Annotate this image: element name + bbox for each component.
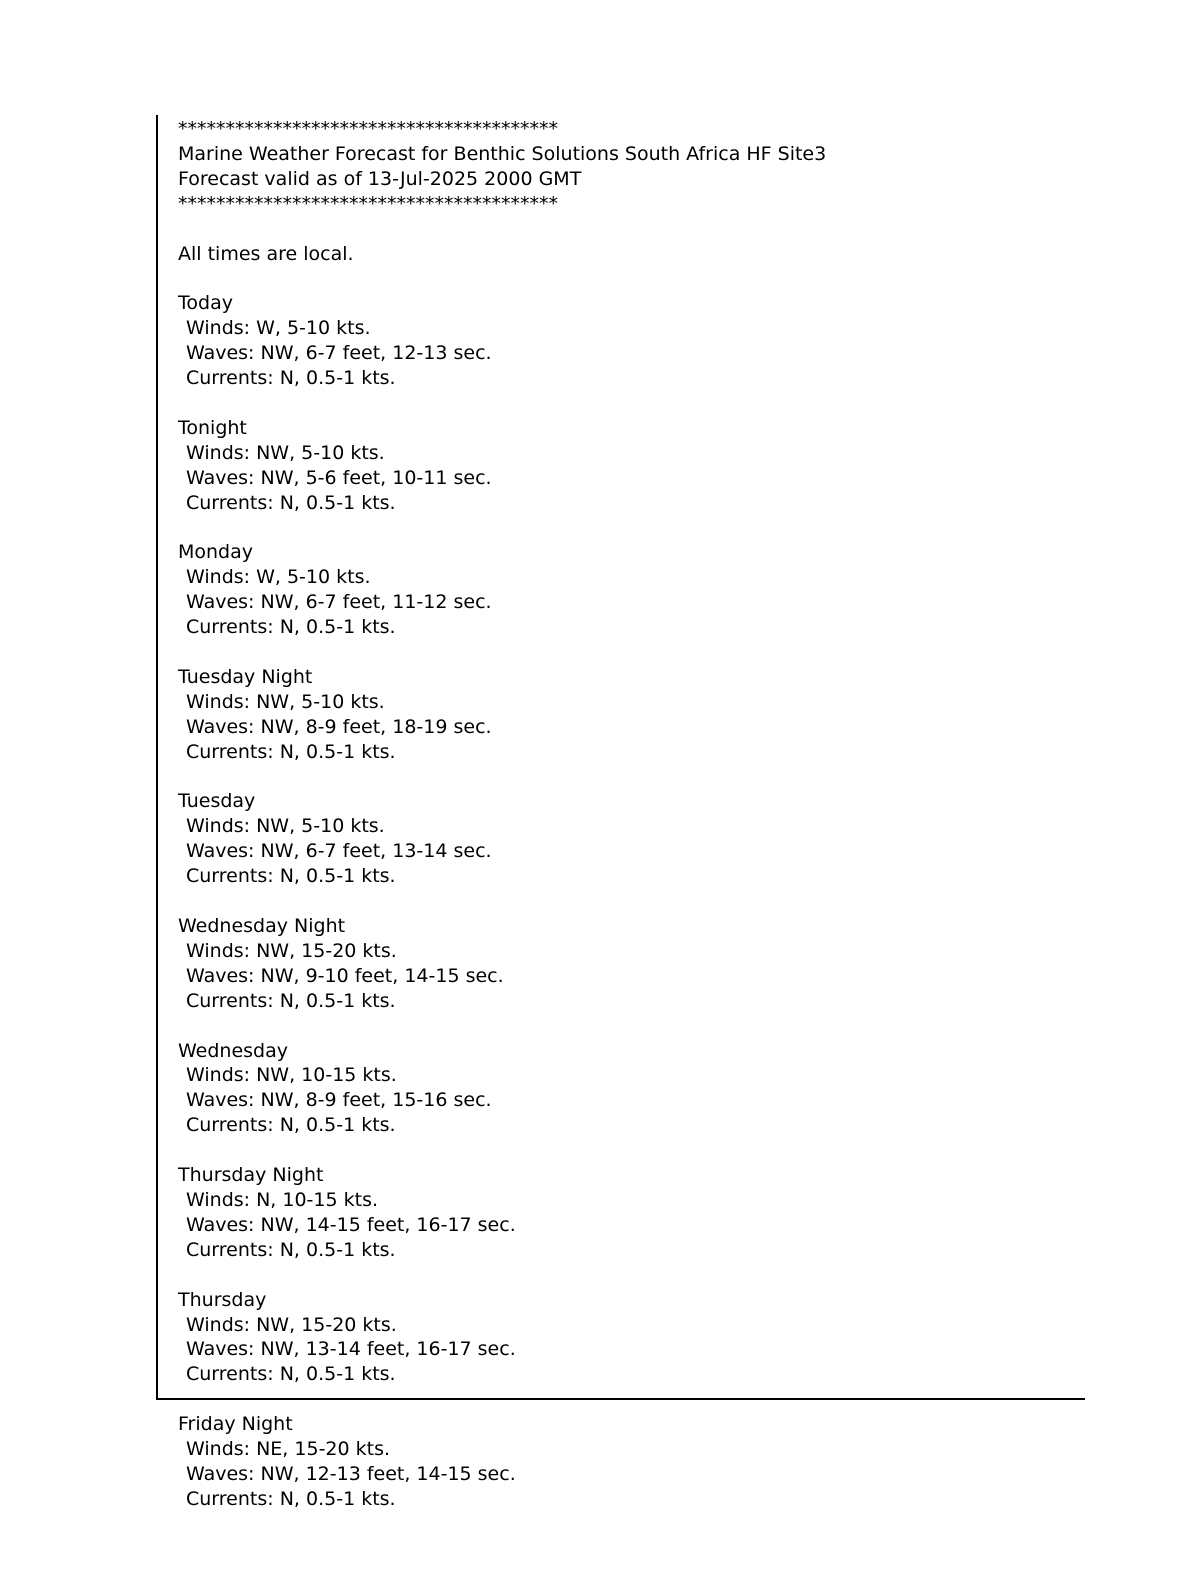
section-waves: Waves: NW, 8-9 feet, 15-16 sec. (186, 1089, 492, 1112)
section-waves: Waves: NW, 14-15 feet, 16-17 sec. (186, 1213, 516, 1236)
section-currents: Currents: N, 0.5-1 kts. (186, 865, 396, 888)
section-winds: Winds: W, 5-10 kts. (186, 566, 371, 589)
section-day-label: Monday (178, 541, 254, 564)
section-waves: Waves: NW, 6-7 feet, 11-12 sec. (186, 591, 492, 614)
divider-bottom: **************************************** (178, 192, 558, 215)
section-waves: Waves: NW, 13-14 feet, 16-17 sec. (186, 1338, 516, 1361)
section-day-label: Tonight (178, 416, 247, 439)
forecast-section (178, 665, 1158, 765)
section-waves: Waves: NW, 6-7 feet, 13-14 sec. (186, 840, 492, 863)
section-currents: Currents: N, 0.5-1 kts. (186, 1363, 396, 1386)
section-currents: Currents: N, 0.5-1 kts. (186, 616, 396, 639)
forecast-section (178, 1039, 1158, 1139)
section-winds: Winds: N, 10-15 kts. (186, 1188, 379, 1211)
section-waves: Waves: NW, 9-10 feet, 14-15 sec. (186, 964, 504, 987)
timezone-note: All times are local. (178, 242, 354, 265)
section-winds: Winds: NE, 15-20 kts. (186, 1438, 391, 1461)
section-currents: Currents: N, 0.5-1 kts. (186, 1487, 396, 1510)
section-day-label: Wednesday (178, 1039, 289, 1062)
forecast-section (178, 1412, 1158, 1512)
forecast-section (178, 291, 1158, 391)
section-currents: Currents: N, 0.5-1 kts. (186, 1238, 396, 1261)
forecast-section (178, 416, 1158, 516)
section-currents: Currents: N, 0.5-1 kts. (186, 1114, 396, 1137)
section-day-label: Wednesday Night (178, 915, 346, 937)
forecast-section (178, 1163, 1158, 1263)
validity-line: Forecast valid as of 13-Jul-2025 2000 GMT (178, 167, 582, 190)
forecast-document (178, 117, 1158, 1512)
section-winds: Winds: NW, 10-15 kts. (186, 1064, 397, 1087)
section-currents: Currents: N, 0.5-1 kts. (186, 491, 396, 514)
section-winds: Winds: NW, 5-10 kts. (186, 441, 385, 464)
section-day-label: Today (178, 292, 233, 315)
section-day-label: Friday Night (178, 1413, 293, 1436)
section-day-label: Thursday Night (178, 1164, 324, 1187)
section-day-label: Tuesday (178, 790, 256, 813)
forecast-sections (178, 291, 1158, 1511)
forecast-section (178, 789, 1158, 889)
section-waves: Waves: NW, 6-7 feet, 12-13 sec. (186, 342, 492, 365)
blank-line (178, 217, 1158, 242)
document-title: Marine Weather Forecast for Benthic Solutions South Africa HF Site3 (178, 142, 827, 165)
forecast-section (178, 540, 1158, 640)
section-waves: Waves: NW, 12-13 feet, 14-15 sec. (186, 1462, 516, 1485)
section-winds: Winds: NW, 5-10 kts. (186, 815, 385, 838)
section-currents: Currents: N, 0.5-1 kts. (186, 989, 396, 1012)
section-waves: Waves: NW, 8-9 feet, 18-19 sec. (186, 715, 492, 738)
section-currents: Currents: N, 0.5-1 kts. (186, 367, 396, 390)
section-day-label: Tuesday Night (178, 665, 313, 688)
section-winds: Winds: W, 5-10 kts. (186, 317, 371, 340)
section-currents: Currents: N, 0.5-1 kts. (186, 740, 396, 763)
section-winds: Winds: NW, 5-10 kts. (186, 690, 385, 713)
section-waves: Waves: NW, 5-6 feet, 10-11 sec. (186, 466, 492, 489)
divider-top: **************************************** (178, 118, 558, 140)
section-winds: Winds: NW, 15-20 kts. (186, 1313, 397, 1336)
section-day-label: Thursday (178, 1288, 267, 1311)
section-winds: Winds: NW, 15-20 kts. (186, 939, 397, 962)
forecast-section (178, 1288, 1158, 1388)
forecast-section (178, 914, 1158, 1014)
